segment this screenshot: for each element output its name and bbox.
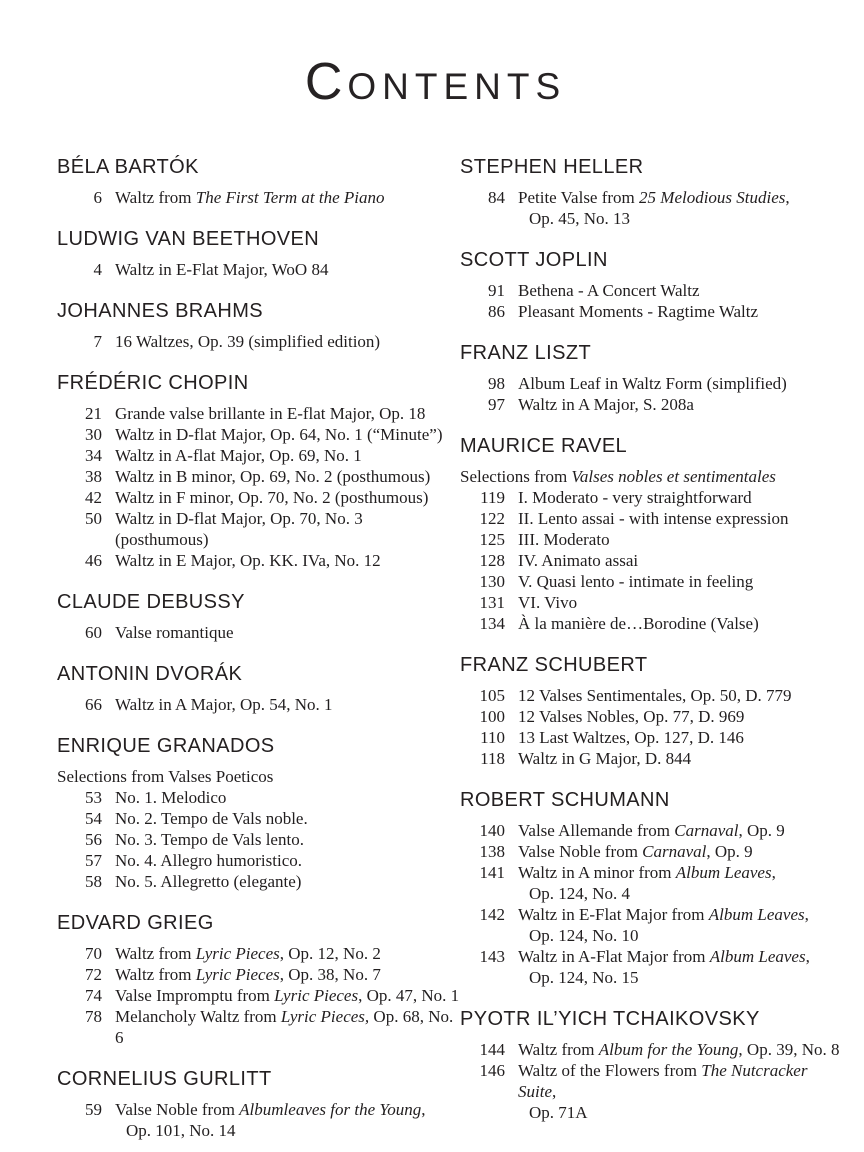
- toc-entry: [57, 403, 460, 424]
- entry-text: Waltz in D-flat Major, Op. 64, No. 1 (“Minute”): [115, 425, 443, 444]
- toc-entry: [460, 592, 844, 613]
- page-number: 56: [85, 830, 102, 849]
- composer-section: [460, 156, 844, 229]
- entry-title: [518, 820, 785, 841]
- entry-text: Grande valse brillante in E-flat Major, Op. 18: [115, 404, 426, 423]
- composer-heading: BÉLA BARTÓK: [57, 156, 199, 178]
- entry-text: Waltz in D-flat Major, Op. 70, No. 3 (posthumous): [115, 509, 363, 549]
- entry-text: , Op. 12, No. 2: [279, 944, 381, 963]
- entry-text: 12 Valses Sentimentales, Op. 50, D. 779: [518, 686, 792, 705]
- entry-text: Waltz from: [518, 1040, 599, 1059]
- entry-title: [115, 850, 302, 871]
- toc-entry: [57, 694, 460, 715]
- toc-entry: [460, 373, 844, 394]
- entry-title: [518, 727, 744, 748]
- entry-text: , Op. 39, No. 8: [738, 1040, 840, 1059]
- page-number: 100: [479, 707, 505, 726]
- work-title-italic: Album Leaves: [675, 863, 772, 882]
- entry-text: No. 1. Melodico: [115, 788, 227, 807]
- work-title-italic: Lyric Pieces,: [280, 1007, 370, 1026]
- composer-heading: FRANZ LISZT: [460, 342, 592, 364]
- composer-section: [57, 663, 460, 715]
- entry-title: [115, 694, 333, 715]
- entry-text: V. Quasi lento - intimate in feeling: [518, 572, 754, 591]
- entry-text: No. 5. Allegretto (elegante): [115, 872, 302, 891]
- entry-title: [115, 487, 428, 508]
- work-title-italic: The First Term at the Piano: [195, 188, 385, 207]
- page-number: 125: [479, 530, 505, 549]
- page-number: 105: [479, 686, 505, 705]
- page-number: 70: [85, 944, 102, 963]
- work-title-italic: Album for the Young: [598, 1040, 739, 1059]
- work-title-italic: 25 Melodious Studies: [639, 188, 786, 207]
- toc-entry: [460, 394, 844, 415]
- composer-section: [57, 372, 460, 571]
- page-number: 110: [480, 728, 505, 747]
- entry-text: Valse Noble from: [115, 1100, 240, 1119]
- entry-text: 16 Waltzes, Op. 39 (simplified edition): [115, 332, 381, 351]
- page-number: 119: [480, 488, 505, 507]
- entry-text: IV. Animato assai: [518, 551, 639, 570]
- toc-entry: [57, 508, 460, 550]
- entry-title: [115, 985, 459, 1006]
- work-title-italic: Lyric Pieces: [195, 965, 280, 984]
- toc-entry: [57, 985, 460, 1006]
- toc-entry: [460, 187, 844, 208]
- toc-entry: [57, 787, 460, 808]
- toc-entry: [460, 946, 844, 967]
- toc-entry: [57, 808, 460, 829]
- entry-title: [115, 787, 226, 808]
- entry-title: [115, 508, 460, 550]
- toc-entry: [57, 424, 460, 445]
- entry-title: [518, 529, 610, 550]
- selection-note: [57, 766, 460, 787]
- work-title-italic: Carnaval: [642, 842, 707, 861]
- composer-section: [57, 912, 460, 1048]
- page-number: 57: [85, 851, 102, 870]
- composer-section: [57, 735, 460, 892]
- toc-entry: [57, 550, 460, 571]
- page-number: 130: [479, 572, 505, 591]
- page-number: 58: [85, 872, 102, 891]
- entry-title: [518, 592, 577, 613]
- work-title-italic: Carnaval: [674, 821, 739, 840]
- page-title-initial: C: [304, 53, 348, 111]
- page-number: 131: [479, 593, 505, 612]
- composer-section: [460, 249, 844, 322]
- entry-text: ,: [785, 188, 790, 207]
- entry-text: Waltz in A minor from: [518, 863, 676, 882]
- page-number: 7: [93, 332, 102, 351]
- entry-continuation: Op. 124, No. 15: [529, 968, 639, 987]
- entry-title: [518, 904, 809, 925]
- page-number: 53: [85, 788, 102, 807]
- contents-column-right: [460, 156, 844, 1143]
- entry-text: Waltz from: [115, 188, 196, 207]
- entry-title: [518, 187, 790, 208]
- entry-text: I. Moderato - very straightforward: [518, 488, 752, 507]
- entry-text: ,: [421, 1100, 426, 1119]
- entry-text: ,: [771, 863, 776, 882]
- entry-text: Waltz from: [115, 965, 196, 984]
- page-number: 30: [85, 425, 102, 444]
- toc-entry: [57, 487, 460, 508]
- entry-text: , Op. 47, No. 1: [358, 986, 460, 1005]
- toc-entry: [460, 685, 844, 706]
- entry-text: Waltz in E-Flat Major, WoO 84: [115, 260, 329, 279]
- toc-entry: [57, 622, 460, 643]
- composer-section: [460, 654, 844, 769]
- composer-section: [57, 591, 460, 643]
- toc-entry: [460, 904, 844, 925]
- page-number: 21: [85, 404, 102, 423]
- page-number: 143: [479, 947, 505, 966]
- entry-text: VI. Vivo: [518, 593, 578, 612]
- page-number: 146: [479, 1061, 505, 1080]
- work-title-italic: Albumleaves for the Young: [239, 1100, 422, 1119]
- composer-section: [57, 300, 460, 352]
- composer-heading: CLAUDE DEBUSSY: [57, 591, 245, 613]
- page-number: 86: [488, 302, 505, 321]
- entry-text: Melancholy Waltz from: [115, 1007, 281, 1026]
- page-number: 134: [479, 614, 505, 633]
- page-number: 38: [85, 467, 102, 486]
- entry-text: Pleasant Moments - Ragtime Waltz: [518, 302, 759, 321]
- entry-title: [518, 1039, 839, 1060]
- toc-entry: [460, 613, 844, 634]
- toc-entry: [460, 508, 844, 529]
- page-number: 78: [85, 1007, 102, 1026]
- toc-entry: [460, 862, 844, 883]
- composer-section: [460, 342, 844, 415]
- work-title-italic: Valses nobles et sentimentales: [571, 467, 776, 486]
- entry-text: Waltz of the Flowers from: [518, 1061, 702, 1080]
- entry-title: [518, 748, 691, 769]
- composer-heading: STEPHEN HELLER: [460, 156, 644, 178]
- entry-text: II. Lento assai - with intense expression: [518, 509, 789, 528]
- page-number: 140: [479, 821, 505, 840]
- toc-entry: [460, 841, 844, 862]
- entry-title: [518, 487, 752, 508]
- page-number: 34: [85, 446, 102, 465]
- entry-title: [518, 685, 792, 706]
- entry-title: [115, 259, 328, 280]
- toc-entry: [460, 487, 844, 508]
- work-title-italic: Album Leaves: [708, 905, 805, 924]
- toc-entry: [460, 529, 844, 550]
- entry-text: Waltz in A-Flat Major from: [518, 947, 710, 966]
- composer-heading: ANTONIN DVORÁK: [57, 663, 243, 685]
- work-title-italic: Lyric Pieces: [195, 944, 280, 963]
- page-title: [57, 52, 844, 112]
- entry-text: Waltz from: [115, 944, 196, 963]
- toc-entry: [460, 550, 844, 571]
- composer-heading: ROBERT SCHUMANN: [460, 789, 670, 811]
- entry-title: [518, 841, 753, 862]
- composer-heading: LUDWIG VAN BEETHOVEN: [57, 228, 320, 250]
- entry-text: ,: [552, 1082, 557, 1101]
- toc-entry: [57, 871, 460, 892]
- entry-text: À la manière de…Borodine (Valse): [518, 614, 759, 633]
- entry-title: [518, 280, 700, 301]
- toc-entry: [460, 1039, 844, 1060]
- work-title-italic: Lyric Pieces: [274, 986, 359, 1005]
- entry-text: Waltz in E Major, Op. KK. IVa, No. 12: [115, 551, 381, 570]
- entry-title: [115, 550, 381, 571]
- entry-title: [115, 403, 425, 424]
- toc-entry: [57, 943, 460, 964]
- entry-continuation: Op. 124, No. 4: [529, 884, 631, 903]
- composer-section: [460, 435, 844, 634]
- page-number: 54: [85, 809, 102, 828]
- entry-title: [518, 301, 758, 322]
- page-number: 118: [480, 749, 505, 768]
- toc-entry: [460, 571, 844, 592]
- composer-heading: EDVARD GRIEG: [57, 912, 214, 934]
- work-title-italic: Album Leaves: [709, 947, 806, 966]
- entry-text: Waltz in F minor, Op. 70, No. 2 (posthumous): [115, 488, 429, 507]
- page-number: 97: [488, 395, 505, 414]
- entry-title: [115, 424, 442, 445]
- entry-text: Selections from Valses Poeticos: [57, 767, 274, 786]
- page-number: 74: [85, 986, 102, 1005]
- composer-section: [57, 228, 460, 280]
- entry-title: [518, 550, 638, 571]
- toc-entry: [460, 748, 844, 769]
- composer-heading: SCOTT JOPLIN: [460, 249, 608, 271]
- composer-heading: MAURICE RAVEL: [460, 435, 628, 457]
- entry-title: [115, 466, 430, 487]
- entry-text: Waltz in G Major, D. 844: [518, 749, 692, 768]
- contents-column-left: [57, 156, 460, 1152]
- page-number: 66: [85, 695, 102, 714]
- entry-text: ,: [804, 905, 809, 924]
- entry-text: Waltz in A-flat Major, Op. 69, No. 1: [115, 446, 362, 465]
- page-number: 142: [479, 905, 505, 924]
- entry-title: [518, 508, 789, 529]
- composer-section: [460, 789, 844, 988]
- entry-title: [115, 331, 380, 352]
- entry-title: [115, 871, 301, 892]
- composer-heading: CORNELIUS GURLITT: [57, 1068, 272, 1090]
- entry-text: Valse Noble from: [518, 842, 643, 861]
- page-number: 59: [85, 1100, 102, 1119]
- entry-text: ,: [805, 947, 810, 966]
- toc-entry: [460, 706, 844, 727]
- entry-text: Waltz in E-Flat Major from: [518, 905, 709, 924]
- page-number: 91: [488, 281, 505, 300]
- entry-text: , Op. 9: [706, 842, 753, 861]
- entry-continuation: Op. 124, No. 10: [529, 926, 639, 945]
- entry-title: [115, 808, 308, 829]
- composer-section: [57, 1068, 460, 1141]
- entry-title: [518, 946, 810, 967]
- page-number: 141: [479, 863, 505, 882]
- entry-text: Bethena - A Concert Waltz: [518, 281, 700, 300]
- toc-entry: [57, 964, 460, 985]
- entry-title: [518, 394, 694, 415]
- entry-text: No. 4. Allegro humoristico.: [115, 851, 302, 870]
- entry-title: [115, 187, 385, 208]
- entry-title: [518, 706, 744, 727]
- work-title-italic: The Nutcracker Suite: [518, 1061, 808, 1101]
- entry-title: [115, 1099, 426, 1120]
- composer-section: [460, 1008, 844, 1123]
- page-number: 50: [85, 509, 102, 528]
- page-number: 46: [85, 551, 102, 570]
- toc-entry: [57, 259, 460, 280]
- entry-text: No. 2. Tempo de Vals noble.: [115, 809, 308, 828]
- entry-continuation: Op. 71A: [529, 1103, 588, 1122]
- page-number: 138: [479, 842, 505, 861]
- entry-text: , Op. 9: [738, 821, 785, 840]
- contents-columns: [57, 156, 844, 1152]
- page-number: 122: [479, 509, 505, 528]
- toc-entry: [57, 187, 460, 208]
- toc-entry: [460, 301, 844, 322]
- entry-text: 13 Last Waltzes, Op. 127, D. 146: [518, 728, 744, 747]
- entry-title: [115, 622, 234, 643]
- entry-text: , Op. 38, No. 7: [279, 965, 381, 984]
- page-number: 60: [85, 623, 102, 642]
- entry-text: Selections from: [460, 467, 572, 486]
- entry-title: [518, 373, 787, 394]
- toc-entry: [57, 850, 460, 871]
- page-number: 4: [93, 260, 102, 279]
- entry-text: Valse romantique: [115, 623, 234, 642]
- entry-text: Op. 68, No. 6: [115, 1007, 454, 1047]
- composer-heading: FRANZ SCHUBERT: [460, 654, 648, 676]
- page-number: 42: [85, 488, 102, 507]
- entry-text: Album Leaf in Waltz Form (simplified): [518, 374, 787, 393]
- toc-entry: [57, 331, 460, 352]
- toc-entry: [57, 829, 460, 850]
- composer-section: [57, 156, 460, 208]
- entry-text: Valse Impromptu from: [115, 986, 275, 1005]
- selection-note: [460, 466, 844, 487]
- page-number: 84: [488, 188, 505, 207]
- page-number: 6: [93, 188, 102, 207]
- page-number: 98: [488, 374, 505, 393]
- entry-title: [115, 829, 304, 850]
- entry-title: [115, 964, 381, 985]
- composer-heading: FRÉDÉRIC CHOPIN: [57, 372, 249, 394]
- entry-title: [115, 445, 362, 466]
- page-number: 144: [479, 1040, 505, 1059]
- toc-entry: [57, 1006, 460, 1048]
- toc-entry: [57, 466, 460, 487]
- entry-text: Waltz in B minor, Op. 69, No. 2 (posthumous): [115, 467, 431, 486]
- toc-entry: [460, 280, 844, 301]
- toc-entry: [57, 1099, 460, 1120]
- toc-entry: [460, 1060, 844, 1102]
- toc-entry: [57, 445, 460, 466]
- entry-title: [518, 571, 753, 592]
- page-number: 72: [85, 965, 102, 984]
- page-title-rest: ONTENTS: [347, 66, 567, 107]
- composer-heading: PYOTR IL’YICH TCHAIKOVSKY: [460, 1008, 760, 1030]
- entry-title: [115, 943, 381, 964]
- entry-text: III. Moderato: [518, 530, 610, 549]
- entry-text: Valse Allemande from: [518, 821, 675, 840]
- entry-text: Waltz in A Major, S. 208a: [518, 395, 694, 414]
- entry-title: [115, 1006, 460, 1048]
- toc-entry: [460, 727, 844, 748]
- entry-continuation: Op. 45, No. 13: [529, 209, 631, 228]
- toc-entry: [460, 820, 844, 841]
- entry-continuation: Op. 101, No. 14: [126, 1121, 236, 1140]
- page-number: 128: [479, 551, 505, 570]
- entry-text: Petite Valse from: [518, 188, 640, 207]
- entry-title: [518, 613, 759, 634]
- entry-title: [518, 862, 776, 883]
- entry-text: No. 3. Tempo de Vals lento.: [115, 830, 304, 849]
- composer-heading: JOHANNES BRAHMS: [57, 300, 264, 322]
- entry-title: [518, 1060, 844, 1102]
- entry-text: 12 Valses Nobles, Op. 77, D. 969: [518, 707, 745, 726]
- entry-text: Waltz in A Major, Op. 54, No. 1: [115, 695, 333, 714]
- composer-heading: ENRIQUE GRANADOS: [57, 735, 275, 757]
